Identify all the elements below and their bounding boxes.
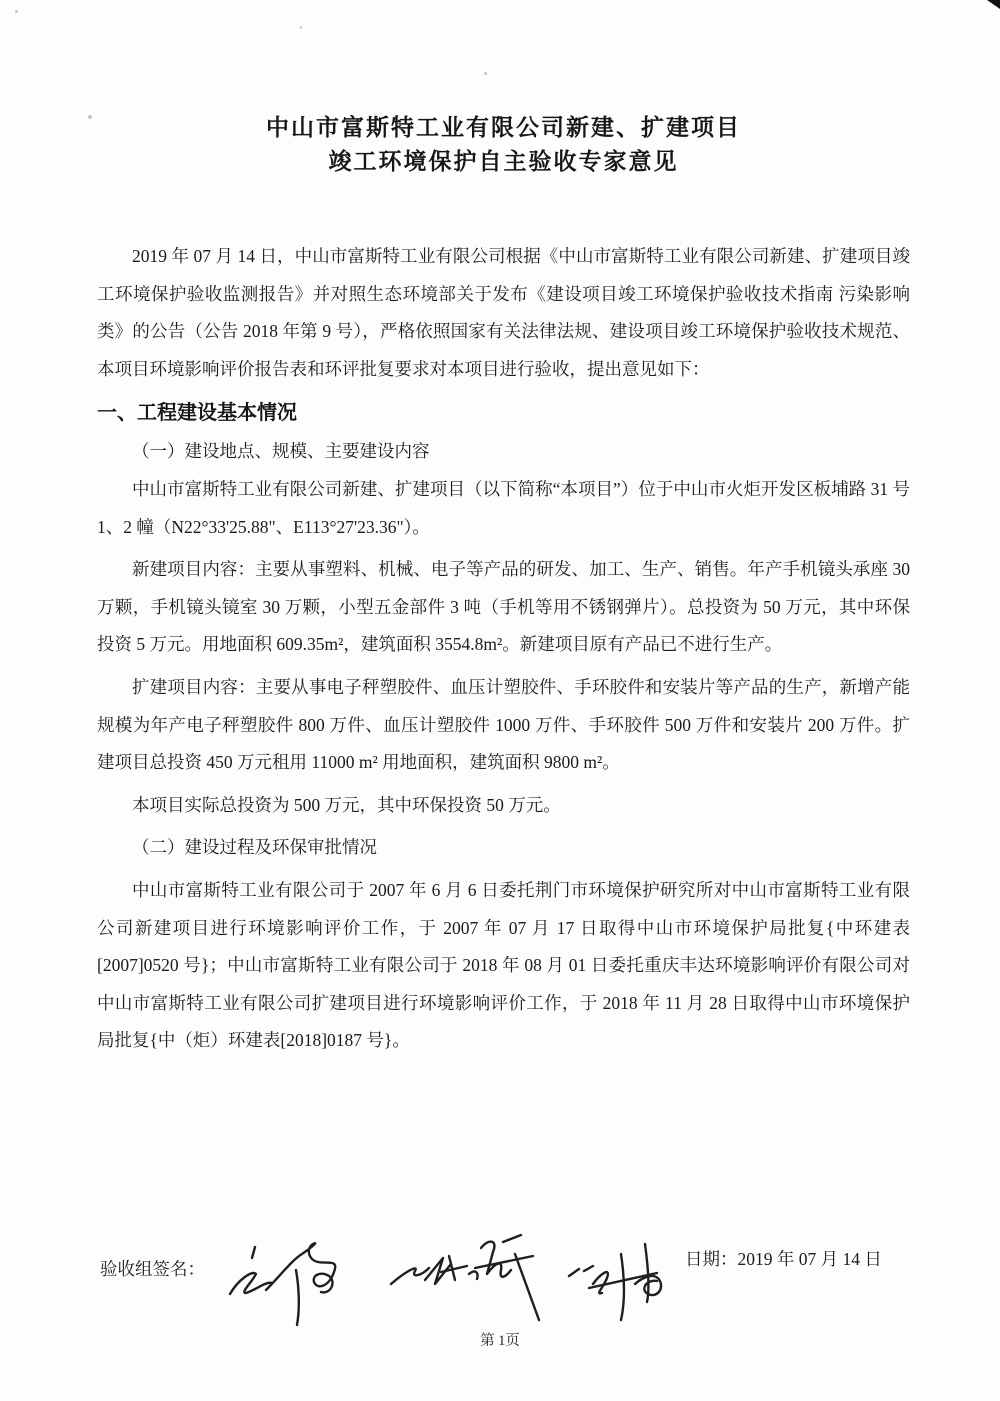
- paragraph-new-project: 新建项目内容：主要从事塑料、机械、电子等产品的研发、加工、生产、销售。年产手机镜头承座 30 万颗，手机镜头镜室 30 万颗，小型五金部件 3 吨（手机等用不锈钢弹片）。总投资为 50 万元，其中环保投资 5 万元。用地面积 609.35m²，建筑面积 3554.8m²。新建项目原有产品已不进行生产。: [97, 559, 910, 655]
- title-line-1: 中山市富斯特工业有限公司新建、扩建项目: [266, 114, 741, 140]
- subsection-heading-2: （二）建设过程及环保审批情况: [132, 837, 377, 858]
- paragraph-location: 中山市富斯特工业有限公司新建、扩建项目（以下简称“本项目”）位于中山市火炬开发区板埔路 31 号 1、2 幢（N22°33'25.88"、E113°27'23.36"）。: [97, 478, 910, 537]
- signature-3-scribble: [559, 1230, 689, 1325]
- handwritten-signature-2: [385, 1226, 545, 1326]
- scan-speck: [484, 72, 487, 75]
- scan-speck: [300, 26, 302, 29]
- subsection-heading-1: （一）建设地点、规模、主要建设内容: [132, 441, 430, 462]
- handwritten-signature-1: [222, 1232, 357, 1327]
- signature-label: 验收组签名：: [100, 1259, 205, 1279]
- signature-row: [97, 1230, 910, 1325]
- paragraph-approval-history: 中山市富斯特工业有限公司于 2007 年 6 月 6 日委托荆门市环境保护研究所对中山市富斯特工业有限公司新建项目进行环境影响评价工作，于 2007 年 07 月 17 日取得中山市环境保护局批复{中环建表[2007]0520 号}；中山市富斯特工业有限公司于 2018 年 08 月 01 日委托重庆丰达环境影响评价有限公司对中山市富斯特工业有限公司扩建项目进行环境影响评价工作，于 2018 年 11 月 28 日取得中山市环境保护局批复{中（炬）环建表[2018]0187 号}。: [97, 879, 910, 1051]
- scan-speck: [15, 10, 18, 13]
- title-line-2: 竣工环境保护自主验收专家意见: [328, 148, 679, 174]
- signature-2-scribble: [385, 1226, 545, 1326]
- handwritten-signature-3: [559, 1230, 689, 1325]
- paragraph-expansion-project: 扩建项目内容：主要从事电子秤塑胶件、血压计塑胶件、手环胶件和安装片等产品的生产，新增产能规模为年产电子秤塑胶件 800 万件、血压计塑胶件 1000 万件、手环胶件 500 万件和安装片 200 万件。扩建项目总投资 450 万元租用 11000 m² 用地面积，建筑面积 9800 m²。: [97, 676, 910, 773]
- date-label: 日期：2019 年 07 月 14 日: [685, 1249, 882, 1269]
- paragraph-total-investment: 本项目实际总投资为 500 万元，其中环保投资 50 万元。: [132, 794, 561, 815]
- scan-speck: [88, 115, 92, 119]
- page-number: 第 1页: [480, 1333, 520, 1349]
- section-heading-1: 一、工程建设基本情况: [97, 402, 297, 425]
- signature-1-scribble: [222, 1232, 357, 1327]
- intro-paragraph: 2019 年 07 月 14 日，中山市富斯特工业有限公司根据《中山市富斯特工业有限公司新建、扩建项目竣工环境保护验收监测报告》并对照生态环境部关于发布《建设项目竣工环境保护验收技术指南 污染影响类》的公告（公告 2018 年第 9 号），严格依照国家有关法律法规、建设项目竣工环境保护验收技术规范、本项目环境影响评价报告表和环评批复要求对本项目进行验收，提出意见如下：: [97, 246, 910, 379]
- document-title: [97, 110, 910, 178]
